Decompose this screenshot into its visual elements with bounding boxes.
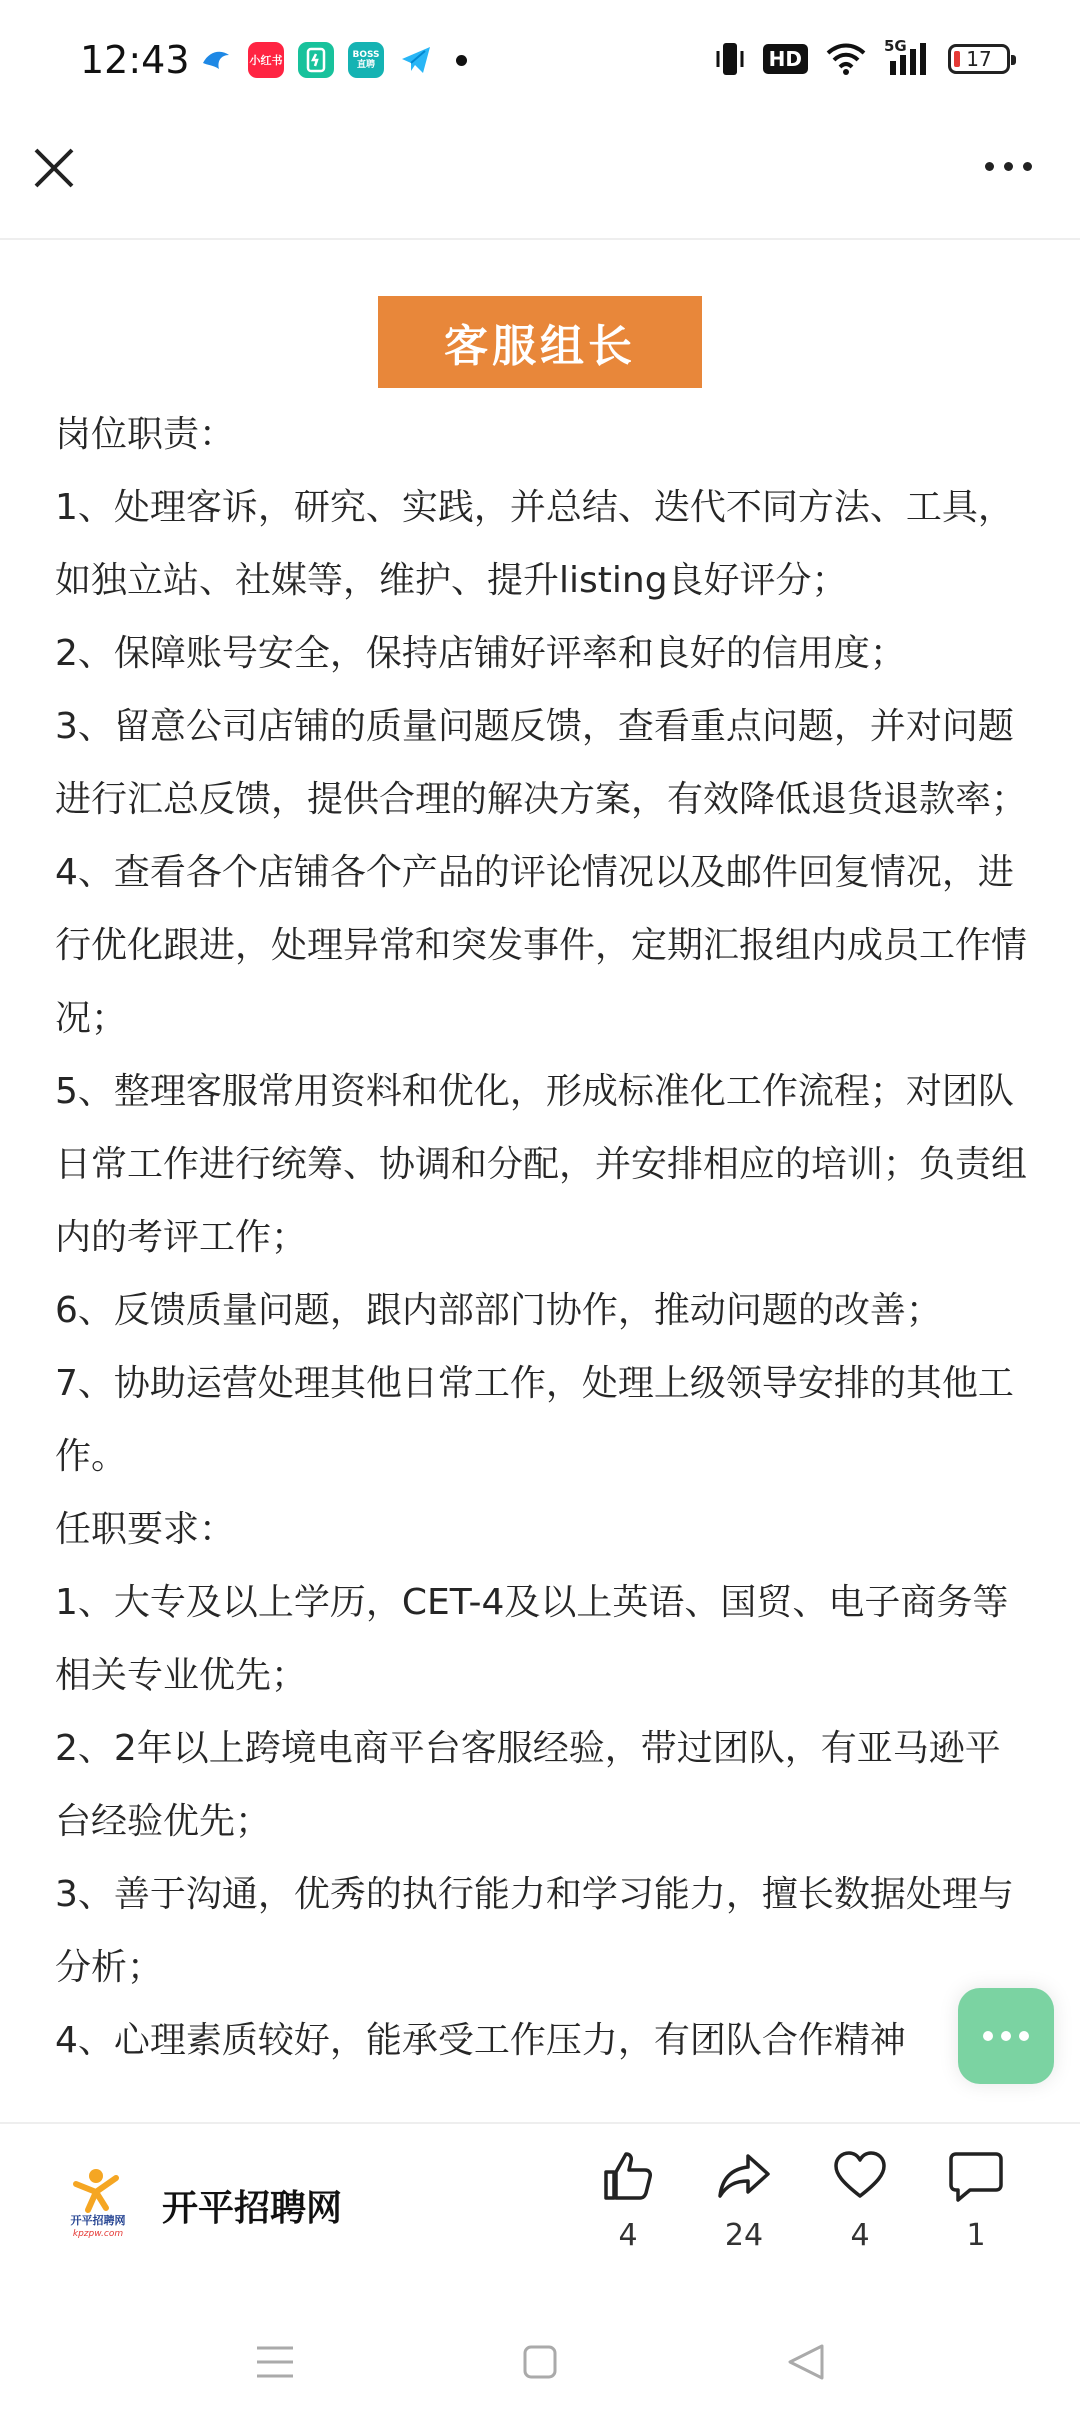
close-icon[interactable] — [34, 148, 74, 188]
notification-icons — [198, 42, 467, 78]
more-notifications-dot — [456, 55, 467, 66]
boss-zhipin-icon: BOSS直聘 — [348, 42, 384, 78]
cellular-signal-icon: 5G — [884, 41, 932, 77]
comment-icon — [948, 2148, 1004, 2204]
floating-chat-button[interactable] — [958, 1988, 1054, 2084]
share-button[interactable] — [699, 2148, 789, 2253]
svg-text:开平招聘网: 开平招聘网 — [70, 2214, 126, 2227]
heart-icon — [832, 2148, 888, 2204]
section-heading-duties: 岗位职责： — [55, 414, 236, 455]
status-bar — [0, 0, 1080, 120]
requirement-item: 4、心理素质较好，能承受工作压力，有团队合作精神 — [55, 2020, 906, 2061]
hd-voice-badge: HD — [763, 44, 808, 74]
site-name[interactable]: 开平招聘网 — [162, 2188, 343, 2229]
duty-item: 3、留意公司店铺的质量问题反馈，查看重点问题，并对问题进行汇总反馈，提供合理的解决方案，有效降低退货退款率； — [55, 706, 1028, 820]
wifi-icon — [824, 41, 868, 77]
like-count: 4 — [618, 2218, 638, 2253]
system-navigation-bar — [0, 2300, 1080, 2412]
duty-item: 2、保障账号安全，保持店铺好评率和良好的信用度； — [55, 633, 906, 674]
svg-text:kpzpw.com: kpzpw.com — [72, 2229, 124, 2239]
menu-icon[interactable] — [255, 2344, 295, 2380]
favorite-button[interactable] — [815, 2148, 905, 2253]
share-icon — [716, 2148, 772, 2204]
more-icon[interactable] — [985, 162, 1032, 171]
duty-item: 5、整理客服常用资料和优化，形成标准化工作流程；对团队日常工作进行统筹、协调和分配，并安排相应的培训；负责组内的考评工作； — [55, 1071, 1028, 1258]
comment-count: 1 — [966, 2218, 986, 2253]
share-count: 24 — [724, 2218, 764, 2253]
duty-item: 4、查看各个店铺各个产品的评论情况以及邮件回复情况，进行优化跟进，处理异常和突发事件，定期汇报组内成员工作情况； — [55, 852, 1028, 1039]
favorite-count: 4 — [850, 2218, 870, 2253]
duty-item: 1、处理客诉，研究、实践，并总结、迭代不同方法、工具，如独立站、社媒等，维护、提升listing良好评分； — [55, 487, 1014, 601]
requirement-item: 2、2年以上跨境电商平台客服经验，带过团队，有亚马逊平台经验优先； — [55, 1728, 1001, 1842]
job-title-banner: 客服组长 — [378, 296, 702, 388]
duty-item: 6、反馈质量问题，跟内部部门协作，推动问题的改善； — [55, 1290, 942, 1331]
bird-app-icon — [198, 42, 234, 78]
like-button[interactable] — [583, 2148, 673, 2253]
top-navigation-bar — [0, 120, 1080, 240]
site-logo[interactable] — [58, 2162, 138, 2242]
status-indicators — [713, 37, 1010, 78]
job-description — [55, 398, 1030, 2077]
section-heading-requirements: 任职要求： — [55, 1509, 236, 1550]
status-time: 12:43 — [80, 38, 190, 82]
thumbs-up-icon — [600, 2148, 656, 2204]
comment-button[interactable] — [931, 2148, 1021, 2253]
xiaohongshu-icon: 小红书 — [248, 42, 284, 78]
green-app-icon — [298, 42, 334, 78]
duty-item: 7、协助运营处理其他日常工作，处理上级领导安排的其他工作。 — [55, 1363, 1014, 1477]
home-icon[interactable] — [522, 2344, 558, 2380]
back-icon[interactable] — [786, 2342, 826, 2382]
vibrate-icon — [713, 40, 747, 78]
telegram-icon — [398, 42, 434, 78]
requirement-item: 3、善于沟通，优秀的执行能力和学习能力，擅长数据处理与分析； — [55, 1874, 1014, 1988]
requirement-item: 1、大专及以上学历，CET-4及以上英语、国贸、电子商务等相关专业优先； — [55, 1582, 1009, 1696]
battery-icon: 17 — [948, 44, 1010, 74]
